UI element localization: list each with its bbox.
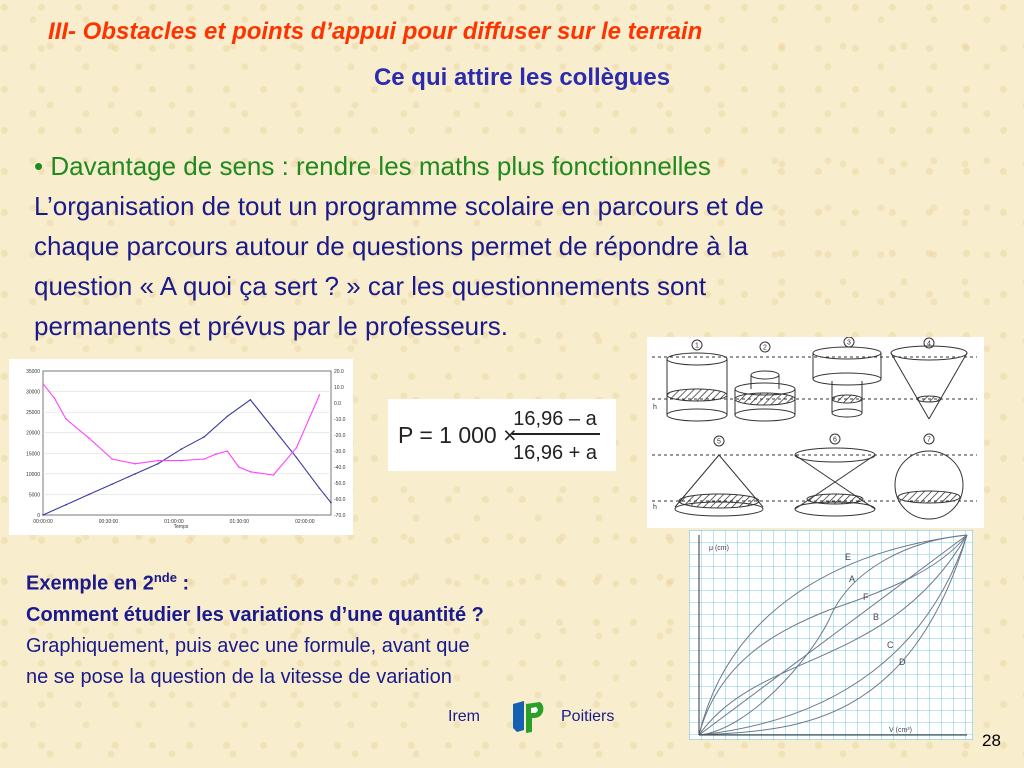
series-2-point [157, 460, 159, 462]
container-number-4: 4 [927, 340, 931, 348]
footer-irem: Irem [448, 708, 480, 725]
series-2-point [203, 458, 205, 460]
curve-label-e: E [845, 552, 852, 562]
right-tick-label: -60.0 [334, 497, 346, 503]
x-tick-label: 00:00:00 [33, 519, 53, 525]
series-1-point [227, 415, 229, 417]
irem-logo-svg [510, 698, 546, 734]
footer-poitiers: Poitiers [561, 708, 615, 725]
temperature-chart [9, 359, 353, 535]
right-tick-label: -30.0 [334, 449, 346, 455]
left-tick-label: 5000 [28, 492, 40, 499]
graph-y-axis-label: μ (cm) [709, 545, 729, 552]
body-line-3: question « A quoi ça sert ? » car les questionnements sont [34, 271, 707, 301]
container-number-3: 3 [847, 339, 851, 347]
series-2-point [111, 458, 113, 460]
formula-image [388, 399, 616, 471]
example-line-1: Graphiquement, puis avec une formule, avant que [26, 634, 470, 657]
series-2-point [250, 471, 252, 473]
container-number-6: 6 [833, 436, 837, 444]
slide-subtitle [0, 64, 1024, 92]
right-tick-label: -70.0 [334, 513, 346, 519]
left-tick-label: 0 [37, 513, 40, 519]
container-number-5: 5 [717, 438, 721, 446]
series-2-point [88, 437, 90, 439]
containers-figure [647, 337, 984, 528]
plot-area [43, 371, 331, 515]
container-number-1: 1 [695, 342, 699, 350]
series-2-point [319, 394, 321, 396]
example-heading-sup: nde [153, 570, 177, 585]
height-label-top: h [653, 404, 657, 411]
right-tick-label: -50.0 [334, 481, 346, 487]
curve-label-f: F [863, 592, 869, 602]
left-tick-label: 35000 [26, 369, 40, 375]
series-1-point [111, 483, 113, 485]
curve-label-b: B [873, 612, 880, 622]
example-heading [26, 562, 646, 600]
series-1-point [296, 457, 298, 459]
container-number-2: 2 [763, 344, 767, 352]
bullet-point: • Davantage de sens : rendre les maths plus fonctionnelles [34, 151, 711, 181]
formula-numerator: 16,96 – a [513, 408, 597, 430]
right-tick-label: -20.0 [334, 433, 346, 439]
series-1-point [273, 428, 275, 430]
series-1-point [203, 436, 205, 438]
series-2-point [42, 383, 44, 385]
slide-title: III- Obstacles et points d’appui pour diffuser sur le terrain [48, 18, 703, 45]
series-2-point [273, 474, 275, 476]
example-heading-end: : [176, 572, 190, 595]
right-tick-label: -10.0 [334, 417, 346, 423]
series-2-point [296, 447, 298, 449]
series-2-point [54, 397, 56, 399]
chart-svg [9, 359, 353, 535]
left-tick-label: 15000 [26, 451, 40, 458]
x-tick-label: 00:30:00 [98, 519, 119, 525]
example-question: Comment étudier les variations d’une quantité ? [26, 603, 484, 626]
example-heading-text: Exemple en 2 [26, 572, 154, 595]
formula-lhs: P = 1 000 × [398, 422, 517, 448]
left-tick-label: 25000 [26, 410, 40, 417]
series-1-point [134, 473, 136, 475]
right-tick-label: -40.0 [334, 465, 346, 471]
graph-paper-svg [689, 530, 973, 740]
series-2-point [238, 466, 240, 468]
irem-logo [510, 698, 546, 734]
subtitle-text: Ce qui attire les collègues [373, 64, 671, 91]
containers-svg [647, 337, 984, 528]
curve-label-a: A [849, 574, 856, 584]
example-line-2: ne se pose la question de la vitesse de variation [26, 665, 452, 688]
formula-svg [388, 399, 616, 471]
series-2-point [215, 453, 217, 455]
x-tick-label: 01:00:00 [164, 519, 184, 525]
right-tick-label: 20.0 [334, 369, 344, 375]
graph-x-axis-label: V (cm³) [889, 727, 912, 734]
body-line-4: permanents et prévus par le professeurs. [34, 311, 509, 341]
curve-label-d: D [899, 657, 906, 667]
series-2-point [180, 460, 182, 462]
right-tick-label: 10.0 [334, 385, 344, 391]
right-tick-label: 0.0 [334, 401, 341, 407]
graph-paper-figure [689, 530, 973, 740]
series-1-point [250, 399, 252, 401]
series-1-point [157, 463, 159, 465]
body-line-1: L’organisation de tout un programme scolaire en parcours et de [34, 191, 764, 221]
series-1-point [42, 514, 44, 516]
series-2-point [134, 463, 136, 465]
series-1-point [330, 502, 332, 504]
x-axis-label: Temps [173, 524, 189, 530]
example-block [26, 562, 646, 693]
x-tick-label: 01:30:00 [229, 519, 250, 525]
body-line-2: chaque parcours autour de questions permet de répondre à la [34, 231, 749, 261]
container-number-7: 7 [927, 436, 931, 444]
series-1-point [180, 448, 182, 450]
series-1-point [319, 487, 321, 489]
left-tick-label: 20000 [26, 430, 40, 437]
height-label-bottom: h [653, 504, 657, 511]
page-number: 28 [982, 731, 1001, 750]
series-1-point [65, 504, 67, 506]
formula-denominator: 16,96 + a [513, 442, 597, 464]
series-2-point [227, 450, 229, 452]
series-1-point [88, 494, 90, 496]
left-tick-label: 30000 [26, 389, 40, 396]
body-text [34, 146, 954, 346]
x-tick-label: 02:00:00 [295, 519, 315, 525]
curve-label-c: C [887, 640, 894, 650]
series-2-point [65, 418, 67, 420]
left-tick-label: 10000 [26, 471, 40, 478]
